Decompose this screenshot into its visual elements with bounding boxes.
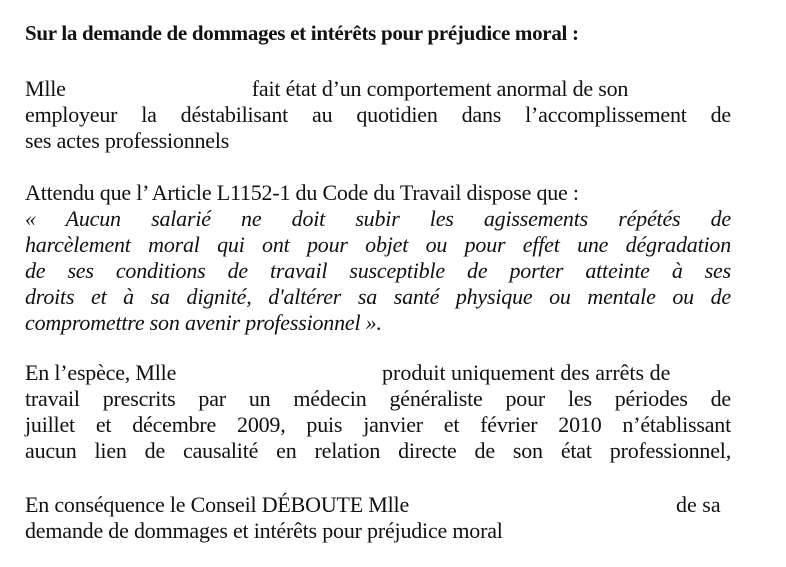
para3-line1-rest: produit uniquement des arrêts de: [382, 360, 671, 385]
para1-mlle: Mlle: [25, 76, 66, 101]
quote-line2: harcèlement moral qui ont pour objet ou pour effet une dégradation: [25, 232, 731, 257]
quote-line3: de ses conditions de travail susceptible de porter atteinte à ses: [25, 258, 731, 283]
para1-line1-rest: fait état d’un comportement anormal de son: [251, 76, 629, 101]
section-heading: Sur la demande de dommages et intérêts pour préjudice moral :: [25, 21, 579, 45]
quote-line1: « Aucun salarié ne doit subir les agissements répétés de: [25, 206, 731, 231]
para3-prefix: En l’espèce, Mlle: [25, 360, 177, 385]
para4-line1-rest: de sa: [676, 492, 721, 517]
para1-line3: ses actes professionnels: [25, 128, 230, 153]
para1-line1: [25, 76, 628, 102]
para3-line4: aucun lien de causalité en relation directe de son état professionnel,: [25, 438, 731, 463]
para4-prefix: En conséquence le Conseil DÉBOUTE Mlle: [25, 492, 410, 517]
quote-line4: droits et à sa dignité, d'altérer sa santé physique ou mentale ou de: [25, 284, 731, 309]
para2-line1: Attendu que l’ Article L1152-1 du Code du Travail dispose que :: [25, 180, 579, 205]
para1-line2: employeur la déstabilisant au quotidien dans l’accomplissement de: [25, 102, 731, 127]
quote-line5: compromettre son avenir professionnel ».: [25, 310, 382, 335]
para4-line1: [25, 492, 409, 518]
para3-line1: [25, 360, 176, 386]
para3-line3: juillet et décembre 2009, puis janvier et février 2010 n’établissant: [25, 412, 731, 437]
para4-line2: demande de dommages et intérêts pour préjudice moral: [25, 518, 503, 543]
para3-line2: travail prescrits par un médecin généraliste pour les périodes de: [25, 386, 731, 411]
